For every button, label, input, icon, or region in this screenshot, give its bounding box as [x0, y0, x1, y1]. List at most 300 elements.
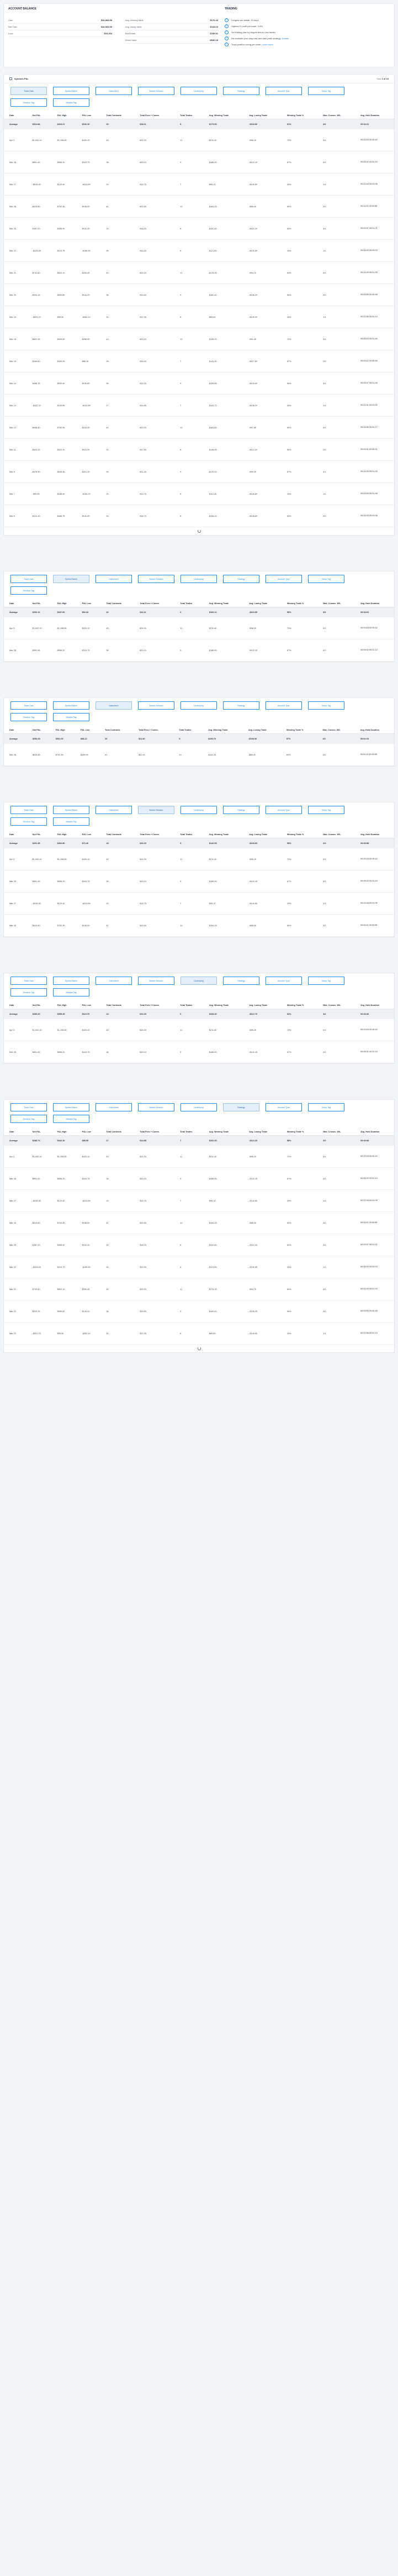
- table-cell: -$106.25: [243, 284, 282, 306]
- column-header[interactable]: Date: [4, 831, 27, 838]
- table-cell: $410.20: [52, 439, 77, 461]
- table-cell: -$112.75: [243, 1009, 282, 1019]
- table-row[interactable]: [4, 1278, 394, 1300]
- table-cell: -$99.30: [243, 461, 282, 483]
- column-header[interactable]: Avg. Hold Duration: [355, 1002, 394, 1009]
- stats-table: [4, 727, 394, 766]
- table-cell: $956.20: [52, 1168, 77, 1190]
- column-header[interactable]: Net P&L: [27, 831, 52, 838]
- table-cell: $188.40: [52, 483, 77, 505]
- table-cell: 4/2: [317, 151, 355, 174]
- table-cell: 9: [174, 373, 204, 395]
- tab-group-by[interactable]: Strategy: [223, 701, 259, 710]
- table-row[interactable]: [4, 306, 394, 328]
- column-header[interactable]: Net P&L: [27, 1129, 52, 1136]
- column-header[interactable]: Net P&L: [27, 727, 50, 734]
- table-row[interactable]: [4, 1212, 394, 1234]
- column-header[interactable]: Max. Consec. W/L: [317, 727, 355, 734]
- table-cell: $144.20: [77, 1300, 101, 1323]
- table-cell: 45: [100, 1019, 134, 1041]
- table-cell: 38: [100, 870, 134, 893]
- tab-group-by[interactable]: Instrument: [95, 1103, 132, 1111]
- tab-group-by[interactable]: Emotion Tag: [10, 713, 47, 721]
- table-cell: 39: [100, 461, 134, 483]
- column-header[interactable]: Total Contracts: [100, 112, 134, 119]
- column-header[interactable]: Total Fees + Comm.: [133, 727, 173, 734]
- table-row[interactable]: [4, 439, 394, 461]
- tab-group-by[interactable]: Setup Tag: [308, 701, 344, 710]
- column-header[interactable]: Max. Consec. W/L: [317, 600, 355, 607]
- table-header-row: [4, 1129, 394, 1136]
- table-cell: -$96.20: [243, 1146, 282, 1168]
- column-header[interactable]: P&L High: [52, 112, 77, 119]
- column-header[interactable]: Date: [4, 600, 27, 607]
- tab-group-by[interactable]: Underlying: [181, 977, 217, 985]
- column-header[interactable]: P&L Low: [77, 112, 101, 119]
- table-row[interactable]: [4, 1256, 394, 1278]
- column-header[interactable]: P&L High: [52, 600, 77, 607]
- column-header[interactable]: Winning Trade %: [282, 112, 317, 119]
- tab-group-by[interactable]: Instrument: [95, 701, 132, 710]
- tab-group-by[interactable]: Setup Tag: [308, 1103, 344, 1111]
- table-cell: 33: [100, 218, 134, 240]
- table-cell: 60%: [282, 417, 317, 439]
- table-cell: Mar 21: [4, 1278, 27, 1300]
- tab-group-by[interactable]: Instrument: [95, 87, 132, 95]
- table-cell: Apr 3: [4, 617, 27, 639]
- average-row: [4, 1009, 394, 1019]
- table-cell: 29%: [282, 174, 317, 196]
- summary-row: [125, 30, 218, 37]
- column-header[interactable]: P&L Low: [77, 1129, 101, 1136]
- table-cell: $343.15: [27, 439, 52, 461]
- column-header[interactable]: Net P&L: [27, 112, 52, 119]
- table-cell: 38: [100, 1041, 134, 1063]
- table-cell: 34: [100, 505, 134, 527]
- table-cell: -$112.40: [243, 439, 282, 461]
- column-header[interactable]: Total Fees + Comm.: [134, 600, 174, 607]
- table-cell: $152.60: [204, 1234, 243, 1256]
- table-cell: 00:03:22 00:00:59: [355, 350, 394, 373]
- column-header[interactable]: Total Contracts: [100, 600, 134, 607]
- tab-group-by[interactable]: Symbol Name: [53, 806, 89, 814]
- table-cell: 61%: [282, 119, 317, 129]
- table-cell: Average: [4, 607, 27, 617]
- table-cell: $420.10: [77, 617, 101, 639]
- table-cell: $13.20: [134, 1009, 174, 1019]
- table-cell: 56%: [282, 373, 317, 395]
- column-header[interactable]: Total Trades: [174, 600, 204, 607]
- column-header[interactable]: Avg. Hold Duration: [355, 727, 394, 734]
- note-item: [225, 17, 390, 23]
- table-cell: $420.10: [77, 848, 101, 870]
- tab-group-by[interactable]: Account Type: [266, 806, 302, 814]
- table-cell: $211.40: [204, 617, 243, 639]
- table-row[interactable]: [4, 395, 394, 417]
- tab-group-by[interactable]: Market Session: [138, 1103, 174, 1111]
- tab-group-by[interactable]: Trade Date: [10, 977, 47, 985]
- table-cell: $104.70: [204, 395, 243, 417]
- table-cell: $1,198.55: [52, 1019, 77, 1041]
- tab-group-by[interactable]: Emotion Tag: [10, 988, 47, 996]
- tab-group-by[interactable]: Trade Date: [10, 1103, 47, 1111]
- column-header[interactable]: Max. Consec. W/L: [317, 831, 355, 838]
- table-cell: 00:02:58 00:01:14: [355, 306, 394, 328]
- table-cell: 25: [100, 483, 134, 505]
- tab-group-by[interactable]: Emotion Tag: [10, 98, 47, 107]
- column-header[interactable]: Winning Trade %: [282, 1002, 317, 1009]
- check-circle-icon: ✓: [225, 30, 228, 34]
- summary-value: -$540.18: [209, 39, 218, 41]
- tab-group-by[interactable]: Instrument: [95, 806, 132, 814]
- table-row[interactable]: [4, 870, 394, 893]
- column-header[interactable]: Avg. Losing Trade: [243, 727, 281, 734]
- table-cell: 9: [174, 461, 204, 483]
- table-cell: $20.10: [134, 639, 174, 662]
- tab-group-by[interactable]: Trade Date: [10, 701, 47, 710]
- tab-group-by[interactable]: Strategy: [223, 806, 259, 814]
- table-row[interactable]: [4, 1300, 394, 1323]
- tab-group-by[interactable]: Underlying: [181, 701, 217, 710]
- table-cell: $20.10: [134, 1168, 174, 1190]
- table-row[interactable]: [4, 373, 394, 395]
- table-cell: $702.35: [50, 744, 75, 766]
- table-row[interactable]: [4, 218, 394, 240]
- group-by-tabs: [4, 802, 394, 831]
- column-header[interactable]: P&L High: [52, 831, 77, 838]
- column-header[interactable]: P&L High: [52, 1129, 77, 1136]
- table-cell: 70%: [282, 328, 317, 350]
- column-header[interactable]: Max. Consec. W/L: [317, 1129, 355, 1136]
- report-section: [3, 74, 395, 536]
- column-header[interactable]: Total Contracts: [100, 1129, 134, 1136]
- table-cell: 22: [100, 607, 134, 617]
- tab-group-by[interactable]: Symbol Name: [53, 575, 89, 583]
- table-cell: 38: [100, 1168, 134, 1190]
- column-header[interactable]: Avg. Winning Trade: [204, 1129, 243, 1136]
- group-by-tabs: [4, 571, 394, 600]
- column-header[interactable]: Avg. Winning Trade: [204, 1002, 243, 1009]
- column-header[interactable]: P&L Low: [77, 831, 101, 838]
- table-cell: $387.20: [27, 218, 52, 240]
- table-cell: 00:04:58 00:01:17: [355, 417, 394, 439]
- table-cell: $201.35: [27, 838, 52, 848]
- stats-table: [4, 1002, 394, 1063]
- column-header[interactable]: Avg. Losing Trade: [243, 1129, 282, 1136]
- tab-group-by[interactable]: Account Type: [266, 575, 302, 583]
- table-row[interactable]: [4, 915, 394, 937]
- summary-value: $789.51: [210, 32, 218, 35]
- group-by-tabs: [4, 1100, 394, 1129]
- table-cell: 00:03:09 00:01:48: [355, 483, 394, 505]
- table-row[interactable]: [4, 417, 394, 439]
- column-header[interactable]: Avg. Hold Duration: [355, 1129, 394, 1136]
- column-header[interactable]: P&L Low: [75, 727, 99, 734]
- tab-group-by[interactable]: Mistake Tag: [53, 98, 89, 107]
- table-row[interactable]: [4, 1019, 394, 1041]
- table-cell: 8: [174, 439, 204, 461]
- table-cell: $140.90: [77, 505, 101, 527]
- table-cell: 8: [174, 218, 204, 240]
- tab-group-by[interactable]: Setup Tag: [308, 575, 344, 583]
- tab-group-by[interactable]: Market Session: [138, 977, 174, 985]
- table-header-row: [4, 727, 394, 734]
- column-header[interactable]: Winning Trade %: [281, 727, 317, 734]
- report-section: [3, 571, 395, 662]
- table-cell: $71.40: [77, 838, 101, 848]
- column-header[interactable]: Avg. Winning Trade: [204, 112, 243, 119]
- table-cell: $22.00: [134, 417, 174, 439]
- tab-group-by[interactable]: Market Session: [138, 87, 174, 95]
- table-row[interactable]: [4, 461, 394, 483]
- table-cell: 3/2: [317, 915, 355, 937]
- column-header[interactable]: Total Trades: [173, 727, 203, 734]
- tab-group-by[interactable]: Symbol Name: [53, 701, 89, 710]
- tab-group-by[interactable]: Market Session: [138, 806, 174, 814]
- tab-group-by[interactable]: Trade Date: [10, 806, 47, 814]
- table-cell: $20.10: [134, 870, 174, 893]
- tab-group-by[interactable]: Strategy: [223, 1103, 259, 1111]
- table-cell: Mar 15: [4, 350, 27, 373]
- tab-group-by[interactable]: Setup Tag: [308, 977, 344, 985]
- table-cell: 00:04:11 00:00:55: [355, 744, 394, 766]
- table-cell: 67%: [282, 1168, 317, 1190]
- tab-group-by[interactable]: Account Type: [266, 87, 302, 95]
- table-row[interactable]: [4, 639, 394, 662]
- column-header[interactable]: Date: [4, 1129, 27, 1136]
- tab-group-by[interactable]: Market Session: [138, 575, 174, 583]
- table-cell: $160.40: [204, 1300, 243, 1323]
- table-cell: -$108.30: [243, 734, 281, 744]
- table-cell: $956.20: [52, 1041, 77, 1063]
- column-header[interactable]: Date: [4, 1002, 27, 1009]
- column-header[interactable]: Net P&L: [27, 1002, 52, 1009]
- table-cell: $150.70: [203, 734, 243, 744]
- tab-group-by[interactable]: Mistake Tag: [53, 988, 89, 996]
- column-header[interactable]: Avg. Losing Trade: [243, 112, 282, 119]
- tab-group-by[interactable]: Strategy: [223, 87, 259, 95]
- table-cell: $15.75: [134, 893, 174, 915]
- table-row[interactable]: [4, 328, 394, 350]
- tab-group-by[interactable]: Setup Tag: [308, 87, 344, 95]
- table-row[interactable]: [4, 284, 394, 306]
- column-header[interactable]: Date: [4, 727, 27, 734]
- column-header[interactable]: Total Fees + Comm.: [134, 1002, 174, 1009]
- table-row[interactable]: [4, 1041, 394, 1063]
- table-cell: Mar 20: [4, 1300, 27, 1323]
- table-cell: 3/1: [317, 218, 355, 240]
- table-row[interactable]: [4, 893, 394, 915]
- table-cell: $24.20: [134, 262, 174, 284]
- table-row[interactable]: [4, 262, 394, 284]
- table-row[interactable]: [4, 129, 394, 151]
- tab-group-by[interactable]: Symbol Name: [53, 977, 89, 985]
- table-row[interactable]: [4, 174, 394, 196]
- table-cell: 00:06:20 00:02:03: [355, 240, 394, 262]
- table-cell: Mar 22: [4, 1256, 27, 1278]
- column-header[interactable]: P&L Low: [77, 600, 101, 607]
- average-row: [4, 607, 394, 617]
- column-header[interactable]: Avg. Hold Duration: [355, 600, 394, 607]
- table-cell: $164.25: [204, 196, 243, 218]
- table-cell: 11: [174, 262, 204, 284]
- tab-group-by[interactable]: Mistake Tag: [53, 713, 89, 721]
- table-cell: $702.35: [52, 915, 77, 937]
- table-cell: $340.25: [52, 350, 77, 373]
- tab-group-by[interactable]: Underlying: [181, 575, 217, 583]
- table-cell: $1,042.10: [27, 1019, 52, 1041]
- column-header[interactable]: Avg. Winning Trade: [204, 831, 243, 838]
- table-cell: $956.20: [52, 151, 77, 174]
- tab-group-by[interactable]: Mistake Tag: [53, 817, 89, 826]
- tab-group-by[interactable]: Emotion Tag: [10, 1115, 47, 1123]
- column-header[interactable]: Max. Consec. W/L: [317, 1002, 355, 1009]
- tab-group-by[interactable]: Emotion Tag: [10, 817, 47, 826]
- table-row[interactable]: [4, 1168, 394, 1190]
- column-header[interactable]: Total Trades: [174, 112, 204, 119]
- table-row[interactable]: [4, 848, 394, 870]
- column-header[interactable]: P&L High: [52, 1002, 77, 1009]
- table-row[interactable]: [4, 1234, 394, 1256]
- table-cell: 26: [100, 1256, 134, 1278]
- table-cell: 7: [174, 350, 204, 373]
- column-header[interactable]: Total Fees + Comm.: [134, 112, 174, 119]
- summary-row: [125, 37, 218, 44]
- column-header[interactable]: Avg. Winning Trade: [203, 727, 243, 734]
- table-cell: $148.95: [204, 439, 243, 461]
- tab-group-by[interactable]: Emotion Tag: [10, 586, 47, 595]
- note-link[interactable]: Learn more: [262, 43, 273, 46]
- tab-group-by[interactable]: Underlying: [181, 87, 217, 95]
- column-header[interactable]: Total Trades: [174, 1002, 204, 1009]
- table-cell: 8: [174, 119, 204, 129]
- table-row[interactable]: [4, 505, 394, 527]
- check-circle-icon: ✓: [225, 24, 228, 28]
- table-row[interactable]: [4, 196, 394, 218]
- table-cell: 00:02:58 00:01:14: [355, 1323, 394, 1345]
- table-cell: 33%: [282, 483, 317, 505]
- column-header[interactable]: Total Contracts: [99, 727, 133, 734]
- table-cell: 1/3: [317, 174, 355, 196]
- column-header[interactable]: P&L High: [50, 727, 75, 734]
- section-count: [376, 77, 389, 80]
- table-cell: $141.30: [204, 350, 243, 373]
- tab-group-by[interactable]: Underlying: [181, 1103, 217, 1111]
- tab-group-by[interactable]: Underlying: [181, 806, 217, 814]
- table-cell: Mar 28: [4, 870, 27, 893]
- table-cell: -$96.20: [243, 129, 282, 151]
- tab-group-by[interactable]: Trade Date: [10, 87, 47, 95]
- column-header[interactable]: Avg. Hold Duration: [355, 831, 394, 838]
- tab-group-by[interactable]: Strategy: [223, 977, 259, 985]
- tab-group-by[interactable]: Instrument: [95, 977, 132, 985]
- table-cell: $905.60: [52, 328, 77, 350]
- table-cell: $96.55: [77, 1136, 101, 1146]
- summary-value: $15,333: [104, 32, 112, 35]
- column-header[interactable]: Winning Trade %: [282, 831, 317, 838]
- table-row[interactable]: [4, 151, 394, 174]
- tab-group-by[interactable]: Setup Tag: [308, 806, 344, 814]
- tab-group-by[interactable]: Account Type: [266, 701, 302, 710]
- column-header[interactable]: Avg. Losing Trade: [243, 1002, 282, 1009]
- table-row[interactable]: [4, 617, 394, 639]
- table-cell: -$142.80: [243, 1190, 282, 1212]
- column-header[interactable]: Avg. Losing Trade: [243, 831, 282, 838]
- column-header[interactable]: Total Trades: [174, 831, 204, 838]
- table-cell: $17.60: [134, 439, 174, 461]
- table-row[interactable]: [4, 744, 394, 766]
- column-header[interactable]: Total Contracts: [100, 831, 134, 838]
- column-header[interactable]: Avg. Winning Trade: [204, 600, 243, 607]
- column-header[interactable]: Avg. Losing Trade: [243, 600, 282, 607]
- table-cell: 00:04:49 00:01:33: [355, 1278, 394, 1300]
- column-header[interactable]: Total Contracts: [100, 1002, 134, 1009]
- column-header[interactable]: Total Trades: [174, 1129, 204, 1136]
- tab-group-by[interactable]: Instrument: [95, 575, 132, 583]
- table-row[interactable]: [4, 1190, 394, 1212]
- table-cell: 5/1: [317, 1019, 355, 1041]
- table-row[interactable]: [4, 240, 394, 262]
- tab-group-by[interactable]: Trade Date: [10, 575, 47, 583]
- table-row[interactable]: [4, 483, 394, 505]
- summary-value: $34,968.99: [100, 25, 112, 28]
- tab-group-by[interactable]: Symbol Name: [53, 1103, 89, 1111]
- summary-label: Avg. losing trade: [125, 25, 142, 28]
- column-header[interactable]: Date: [4, 112, 27, 119]
- column-header[interactable]: Total Fees + Comm.: [134, 1129, 174, 1136]
- table-cell: $95.10: [204, 893, 243, 915]
- table-cell: 29%: [282, 395, 317, 417]
- table-cell: 60%: [282, 1212, 317, 1234]
- column-header[interactable]: Net P&L: [27, 600, 52, 607]
- table-cell: $152.60: [204, 218, 243, 240]
- table-cell: $891.45: [27, 151, 52, 174]
- column-header[interactable]: Max. Consec. W/L: [317, 112, 355, 119]
- account-summary: [8, 7, 218, 64]
- column-header[interactable]: Winning Trade %: [282, 600, 317, 607]
- table-cell: 3/1: [317, 373, 355, 395]
- column-header[interactable]: Total Fees + Comm.: [134, 831, 174, 838]
- table-cell: $120.40: [52, 174, 77, 196]
- tab-group-by[interactable]: Account Type: [266, 1103, 302, 1111]
- table-row[interactable]: [4, 1146, 394, 1168]
- table-cell: 00:04:11 00:00:55: [355, 1212, 394, 1234]
- column-header[interactable]: Winning Trade %: [282, 1129, 317, 1136]
- table-cell: 57%: [282, 350, 317, 373]
- column-header[interactable]: Avg. Hold Duration: [355, 112, 394, 119]
- report-sections: [3, 74, 395, 1353]
- table-row[interactable]: [4, 350, 394, 373]
- note-item: [225, 35, 390, 41]
- table-row[interactable]: [4, 1323, 394, 1345]
- tab-group-by[interactable]: Market Session: [138, 701, 174, 710]
- table-cell: 1/3: [317, 893, 355, 915]
- table-cell: -$114.20: [243, 1136, 282, 1146]
- tab-group-by[interactable]: Strategy: [223, 575, 259, 583]
- note-link[interactable]: Details: [282, 37, 289, 40]
- summary-card: [3, 3, 395, 67]
- table-cell: 1/2: [317, 1256, 355, 1278]
- table-cell: -$88.40: [243, 1212, 282, 1234]
- table-cell: 4/2: [317, 1278, 355, 1300]
- table-cell: -$110.05: [243, 607, 282, 617]
- table-cell: 6: [174, 607, 204, 617]
- tab-group-by[interactable]: Account Type: [266, 977, 302, 985]
- tab-group-by[interactable]: Mistake Tag: [53, 1115, 89, 1123]
- tab-group-by[interactable]: Symbol Name: [53, 87, 89, 95]
- column-header[interactable]: P&L Low: [77, 1002, 101, 1009]
- table-cell: 7: [174, 174, 204, 196]
